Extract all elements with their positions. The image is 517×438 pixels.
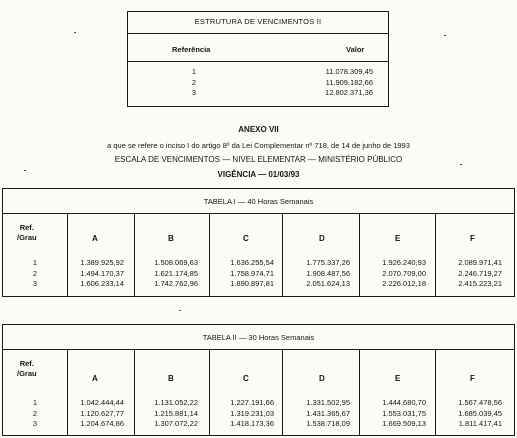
- column-f: [458, 398, 502, 430]
- scan-speck: [74, 32, 76, 33]
- divider: [128, 61, 388, 62]
- value-cell: 1.685.039,45: [458, 408, 502, 418]
- ref-cell: 2: [32, 268, 38, 278]
- valor-cell: 11.909.182,66: [325, 77, 373, 87]
- value-cell: 1.811.417,41: [458, 419, 502, 428]
- column-divider: [209, 349, 210, 435]
- value-cell: 2.089.971,41: [458, 258, 502, 267]
- ref-column: [31, 398, 39, 430]
- value-cell: 1.418.173,36: [230, 419, 274, 428]
- column-divider: [134, 213, 135, 296]
- valor-cell: 11.078.309,45: [325, 67, 373, 76]
- col-header-e: E: [395, 234, 401, 243]
- value-cell: 1.890.897,81: [230, 279, 274, 288]
- header-referencia: Referência: [172, 45, 211, 54]
- value-cell: 2.246.719,27: [458, 268, 502, 278]
- value-cell: 1.908.487,56: [306, 268, 350, 278]
- column-divider: [435, 213, 436, 296]
- column-divider: [282, 349, 283, 435]
- col-header-e: E: [395, 374, 401, 383]
- value-cell: 1.389.925,92: [80, 258, 124, 267]
- ref-cell: 3: [32, 419, 38, 428]
- col-header-c: C: [243, 234, 249, 243]
- scan-speck: [179, 310, 181, 311]
- scan-speck: [24, 170, 26, 171]
- value-cell: 1.215.881,14: [154, 408, 198, 418]
- value-cell: 1.553.031,75: [382, 408, 426, 418]
- column-a: [80, 398, 124, 430]
- column-e: [382, 258, 426, 290]
- annex-reference: a que se refere o inciso I do artigo 8º da Lei Complementar nº 718, de 14 de junho de 1993: [107, 141, 410, 150]
- value-cell: 1.494.170,37: [80, 268, 124, 278]
- value-cell: 1.042.444,44: [80, 398, 124, 407]
- value-cell: 1.926.240,93: [382, 258, 426, 267]
- column-e: [382, 398, 426, 430]
- table-title: TABELA I — 40 Horas Semanais: [203, 197, 314, 206]
- value-cell: 1.775.337,26: [306, 258, 350, 267]
- value-cell: 1.204.674,86: [80, 419, 124, 428]
- tabela-i: [2, 188, 515, 297]
- value-cell: 1.669.509,13: [382, 419, 426, 428]
- ref-cell: 2: [32, 408, 38, 418]
- value-cell: 1.538.718,09: [306, 419, 350, 428]
- ref-grau-header: [17, 223, 37, 243]
- col-header-c: C: [243, 374, 249, 383]
- column-b: [154, 398, 198, 430]
- divider: [128, 33, 388, 34]
- header-valor: Valor: [346, 45, 365, 54]
- value-cell: 2.070.709,00: [382, 268, 426, 278]
- column-divider: [209, 213, 210, 296]
- value-cell: 1.567.478,56: [458, 398, 502, 407]
- col-header-f: F: [470, 374, 475, 383]
- ref-cell: 1: [32, 398, 38, 407]
- col-header-a: A: [92, 234, 98, 243]
- valor-column: [325, 67, 373, 99]
- annex-scale: ESCALA DE VENCIMENTOS — NIVEL ELEMENTAR — MINISTÉRIO PÚBLICO: [114, 155, 403, 164]
- column-divider: [435, 349, 436, 435]
- ref-cell: 1: [191, 67, 197, 76]
- column-divider: [67, 349, 68, 435]
- value-cell: 1.431.365,67: [306, 408, 350, 418]
- valor-cell: 12.802.371,36: [325, 88, 373, 97]
- tabela-ii: [2, 324, 515, 436]
- value-cell: 1.319.231,03: [230, 408, 274, 418]
- value-cell: 1.621.174,85: [154, 268, 198, 278]
- value-cell: 1.227.191,66: [230, 398, 274, 407]
- column-divider: [282, 213, 283, 296]
- value-cell: 1.606.233,14: [80, 279, 124, 288]
- value-cell: 1.131.052,22: [154, 398, 198, 407]
- value-cell: 1.758.974,71: [230, 268, 274, 278]
- value-cell: 1.742.762,96: [154, 279, 198, 288]
- ref-column: [31, 258, 39, 290]
- value-cell: 1.307.072,22: [154, 419, 198, 428]
- vencimentos-ii-table: [127, 11, 389, 107]
- divider: [3, 349, 514, 350]
- col-header-a: A: [92, 374, 98, 383]
- value-cell: 1.331.502,95: [306, 398, 350, 407]
- column-d: [306, 398, 350, 430]
- value-cell: 1.508.069,63: [154, 258, 198, 267]
- column-d: [306, 258, 350, 290]
- table-title: ESTRUTURA DE VENCIMENTOS II: [194, 17, 322, 26]
- column-divider: [134, 349, 135, 435]
- scan-speck: [444, 35, 446, 36]
- value-cell: 1.636.255,54: [230, 258, 274, 267]
- value-cell: 2.226.012,18: [382, 279, 426, 288]
- column-a: [80, 258, 124, 290]
- col-header-b: B: [168, 234, 174, 243]
- referencia-column: [189, 67, 199, 99]
- grau-header-line: /Grau: [17, 233, 37, 242]
- ref-grau-header: [17, 359, 37, 379]
- ref-cell: 3: [32, 279, 38, 288]
- ref-cell: 1: [32, 258, 38, 267]
- table-title: TABELA II — 30 Horas Semanais: [202, 333, 315, 342]
- col-header-d: D: [319, 234, 325, 243]
- divider: [3, 213, 514, 214]
- ref-cell: 2: [191, 77, 197, 87]
- column-c: [230, 258, 274, 290]
- column-divider: [359, 213, 360, 296]
- annex-title: ANEXO VII: [238, 125, 279, 134]
- col-header-f: F: [470, 234, 475, 243]
- grau-header-line: /Grau: [17, 369, 37, 378]
- value-cell: 1.120.627,77: [80, 408, 124, 418]
- col-header-b: B: [168, 374, 174, 383]
- scan-speck: [460, 164, 462, 165]
- column-b: [154, 258, 198, 290]
- col-header-d: D: [319, 374, 325, 383]
- value-cell: 2.415.223,21: [458, 279, 502, 288]
- value-cell: 1.444.680,70: [382, 398, 426, 407]
- ref-cell: 3: [191, 88, 197, 97]
- column-divider: [359, 349, 360, 435]
- annex-vigencia: VIGÊNCIA — 01/03/93: [217, 170, 300, 179]
- column-c: [230, 398, 274, 430]
- column-divider: [67, 213, 68, 296]
- ref-header-line: Ref.: [19, 359, 34, 368]
- ref-header-line: Ref.: [19, 223, 34, 232]
- value-cell: 2.051.624,13: [306, 279, 350, 288]
- column-f: [458, 258, 502, 290]
